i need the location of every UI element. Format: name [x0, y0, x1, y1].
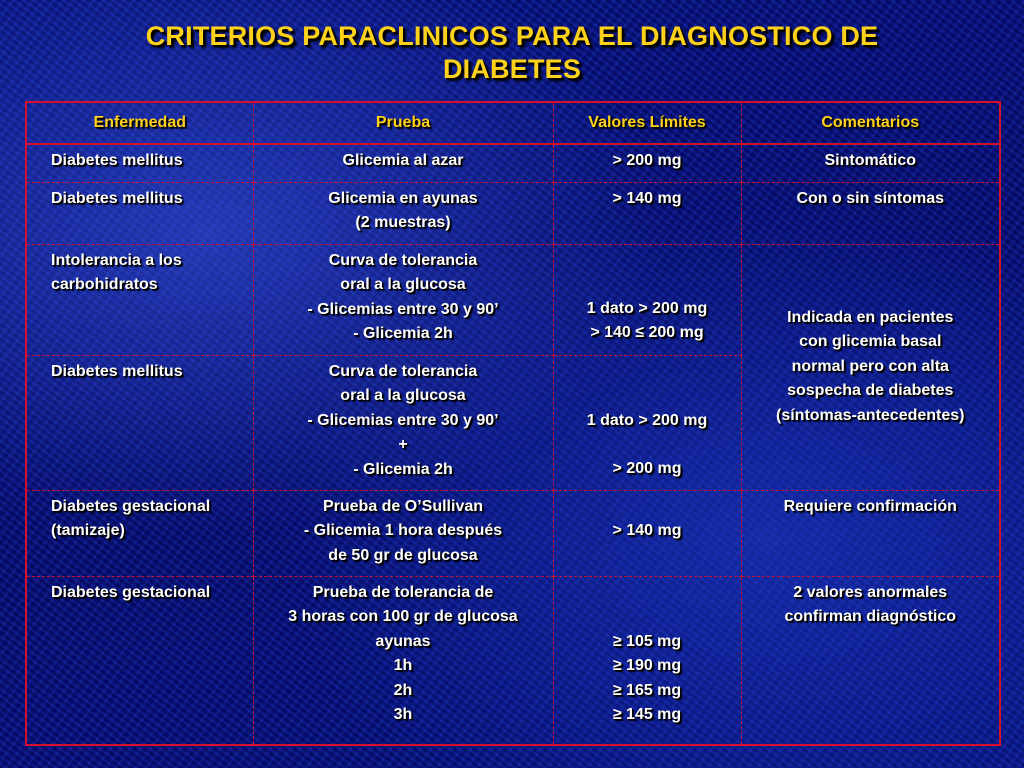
cell-line: - Glicemias entre 30 y 90’	[307, 300, 499, 318]
cell-line: normal pero con alta	[791, 357, 949, 375]
cell-line: de 50 gr de glucosa	[328, 546, 478, 564]
cell-comentarios-merged	[741, 244, 1000, 490]
header-valores-limites: Valores Límites	[553, 102, 741, 144]
cell-enfermedad	[26, 182, 253, 244]
cell-line: > 140 mg	[612, 521, 682, 539]
cell-line: > 200 mg	[612, 460, 682, 477]
cell-line: Indicada en pacientes	[787, 308, 954, 326]
cell-line: Glicemia en ayunas	[328, 189, 478, 207]
title-line-1: CRITERIOS PARACLINICOS PARA EL DIAGNOSTICO DE	[145, 21, 879, 51]
cell-line: Diabetes mellitus	[51, 152, 183, 169]
cell-prueba	[253, 244, 553, 355]
cell-line: Prueba de tolerancia de	[312, 583, 494, 601]
cell-valores	[553, 576, 741, 745]
cell-line: 3 horas con 100 gr de glucosa	[288, 608, 518, 625]
title-line-2: DIABETES	[442, 54, 582, 84]
cell-prueba	[253, 355, 553, 490]
cell-valores	[553, 144, 741, 182]
cell-line: confirman diagnóstico	[784, 608, 957, 625]
cell-line: > 200 mg	[612, 152, 682, 169]
cell-line: ≥ 165 mg	[612, 681, 682, 699]
cell-comentarios	[741, 182, 1000, 244]
cell-line: (2 muestras)	[355, 214, 451, 231]
cell-comentarios	[741, 144, 1000, 182]
cell-line: > 140 ≤ 200 mg	[590, 324, 704, 341]
cell-line: 3h	[393, 706, 413, 723]
criteria-table	[25, 101, 1001, 746]
cell-enfermedad	[26, 576, 253, 745]
cell-spacer	[560, 433, 735, 457]
cell-prueba	[253, 576, 553, 745]
cell-enfermedad	[26, 355, 253, 490]
cell-line: con glicemia basal	[799, 333, 942, 351]
cell-line: 2h	[393, 681, 413, 699]
table-row	[26, 576, 1000, 745]
header-enfermedad: Enfermedad	[26, 102, 253, 144]
cell-line: oral a la glucosa	[340, 276, 466, 293]
cell-line: (síntomas-antecedentes)	[776, 406, 965, 424]
cell-line: ≥ 190 mg	[612, 657, 682, 674]
cell-line: - Glicemia 1 hora después	[303, 522, 503, 539]
cell-prueba	[253, 144, 553, 182]
table-row	[26, 144, 1000, 182]
cell-line: ≥ 105 mg	[612, 632, 682, 650]
cell-line: ≥ 145 mg	[612, 706, 682, 723]
cell-line: Diabetes gestacional	[51, 583, 211, 601]
cell-line: ayunas	[375, 632, 431, 650]
cell-line: Sintomático	[824, 152, 917, 169]
cell-enfermedad	[26, 244, 253, 355]
table-header-row	[26, 102, 1000, 144]
cell-comentarios	[741, 576, 1000, 745]
cell-line: Glicemia al azar	[342, 152, 464, 169]
header-comentarios: Comentarios	[741, 102, 1000, 144]
cell-line: +	[398, 436, 408, 453]
cell-line: (tamizaje)	[51, 522, 125, 539]
cell-line: - Glicemia 2h	[353, 325, 453, 342]
cell-line: Diabetes mellitus	[51, 362, 183, 380]
cell-comentarios	[741, 490, 1000, 576]
cell-line: sospecha de diabetes	[787, 382, 954, 400]
cell-prueba	[253, 182, 553, 244]
cell-line: Intolerancia a los	[51, 251, 182, 269]
page-title	[0, 20, 1024, 86]
cell-enfermedad	[26, 490, 253, 576]
cell-line: Curva de tolerancia	[328, 362, 478, 380]
cell-line: oral a la glucosa	[340, 387, 466, 404]
cell-valores	[553, 244, 741, 355]
cell-enfermedad	[26, 144, 253, 182]
table-row	[26, 182, 1000, 244]
cell-line: 1 dato > 200 mg	[586, 411, 708, 429]
table-row	[26, 244, 1000, 355]
cell-prueba	[253, 490, 553, 576]
cell-line: - Glicemia 2h	[353, 460, 453, 478]
cell-line: 1 dato > 200 mg	[586, 299, 708, 317]
cell-line: Con o sin síntomas	[796, 189, 945, 207]
cell-line: Diabetes mellitus	[51, 189, 183, 207]
cell-line: 1h	[393, 657, 413, 674]
cell-line: > 140 mg	[612, 189, 682, 207]
cell-valores	[553, 182, 741, 244]
cell-line: Prueba de O’Sullivan	[322, 497, 484, 515]
cell-line: carbohidratos	[51, 276, 158, 293]
table-row	[26, 490, 1000, 576]
cell-line: Requiere confirmación	[783, 497, 957, 515]
cell-line: Diabetes gestacional	[51, 497, 211, 515]
cell-line: - Glicemias entre 30 y 90’	[307, 411, 499, 429]
header-prueba: Prueba	[253, 102, 553, 144]
cell-line: 2 valores anormales	[793, 583, 948, 601]
cell-valores	[553, 355, 741, 490]
cell-line: Curva de tolerancia	[328, 251, 478, 269]
cell-valores	[553, 490, 741, 576]
